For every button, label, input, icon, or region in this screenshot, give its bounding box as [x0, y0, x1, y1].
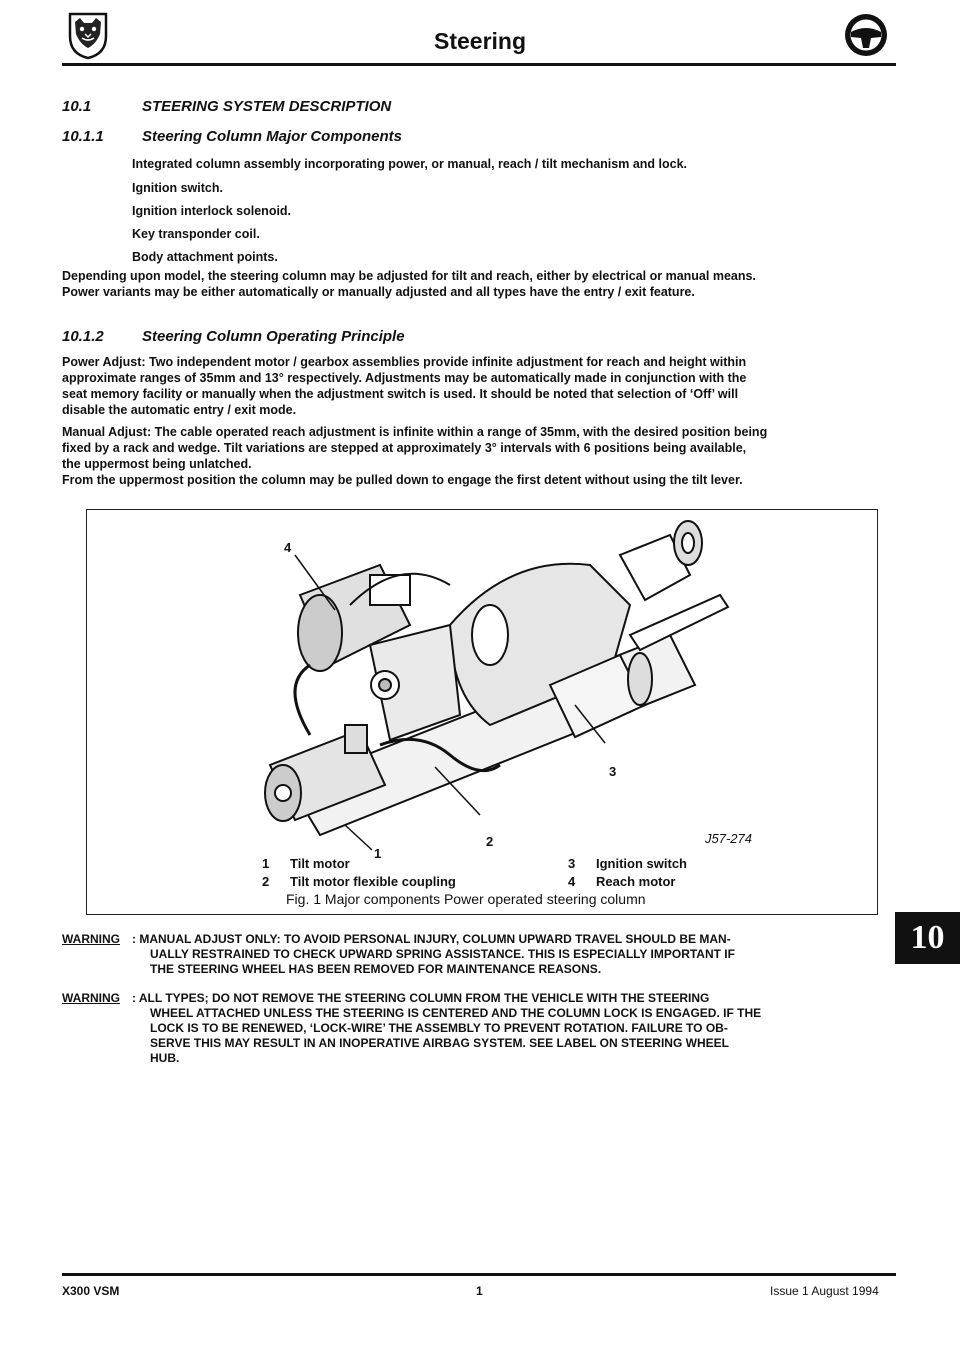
legend-label: Tilt motor: [290, 856, 350, 871]
figure-reference: J57-274: [705, 831, 752, 846]
section-heading: [62, 98, 391, 115]
callout-2: 2: [486, 834, 494, 849]
section-title: STEERING SYSTEM DESCRIPTION: [142, 98, 392, 115]
legend-number: 4: [568, 874, 576, 889]
legend-label: Ignition switch: [596, 856, 687, 871]
manual-adjust-label: Manual Adjust:: [62, 425, 152, 439]
warning-line: UALLY RESTRAINED TO CHECK UPWARD SPRING ASSISTANCE. THIS IS ESPECIALLY IMPORTANT IF: [150, 947, 735, 961]
callout-3: 3: [609, 764, 617, 779]
paragraph-line: Power variants may be either automatically or manually adjusted and all types have the entry / exit feature.: [62, 285, 695, 299]
legend-number: 3: [568, 856, 576, 871]
steering-wheel-icon: [843, 12, 889, 58]
footer-issue-date: Issue 1 August 1994: [770, 1284, 879, 1298]
manual-adjust-paragraph: [62, 424, 880, 488]
warning-line: WHEEL ATTACHED UNLESS THE STEERING IS CENTERED AND THE COLUMN LOCK IS ENGAGED. IF THE: [150, 1006, 762, 1020]
paragraph-line: fixed by a rack and wedge. Tilt variations are stepped at approximately 3° intervals with 6 positions being available,: [62, 441, 747, 455]
subsection-heading-1: [62, 128, 402, 145]
paragraph-line: Depending upon model, the steering column may be adjusted for tilt and reach, either by electrical or manual means.: [62, 269, 756, 283]
component-item: Ignition switch.: [132, 181, 223, 195]
subsection-number: 10.1.1: [62, 128, 104, 145]
paragraph-line: seat memory facility or manually when the adjustment switch is used. It should be noted that selection of ‘Off’ will: [62, 387, 739, 401]
warning-text: [132, 932, 862, 977]
component-item: Integrated column assembly incorporating power, or manual, reach / tilt mechanism and lock.: [132, 157, 687, 171]
section-number: 10.1: [62, 98, 92, 115]
paragraph-line: Two independent motor / gearbox assemblies provide infinite adjustment for reach and height within: [145, 355, 747, 369]
callout-1: 1: [374, 846, 382, 861]
warning-line: LOCK IS TO BE RENEWED, ‘LOCK-WIRE’ THE ASSEMBLY TO PREVENT ROTATION. FAILURE TO OB-: [150, 1021, 728, 1035]
warning-all-types: [62, 991, 880, 1071]
paragraph-line: The cable operated reach adjustment is infinite within a range of 35mm, with the desired position being: [151, 425, 768, 439]
legend-number: 2: [262, 874, 270, 889]
page-title: Steering: [433, 28, 527, 54]
warning-line: : ALL TYPES; DO NOT REMOVE THE STEERING COLUMN FROM THE VEHICLE WITH THE STEERING: [132, 991, 710, 1005]
subsection-number: 10.1.2: [62, 328, 104, 345]
warning-line: SERVE THIS MAY RESULT IN AN INOPERATIVE AIRBAG SYSTEM. SEE LABEL ON STEERING WHEEL: [150, 1036, 729, 1050]
subsection-title: Steering Column Major Components: [142, 128, 403, 145]
component-item: Key transponder coil.: [132, 227, 260, 241]
legend-label: Tilt motor flexible coupling: [290, 874, 456, 889]
warning-label: WARNING: [62, 991, 120, 1005]
warning-label: WARNING: [62, 932, 120, 946]
paragraph-line: From the uppermost position the column may be pulled down to engage the first detent without using the tilt lever.: [62, 473, 743, 487]
subsection-title: Steering Column Operating Principle: [142, 328, 405, 345]
page-number: 1: [476, 1284, 483, 1298]
paragraph-line: the uppermost being unlatched.: [62, 457, 252, 471]
paragraph-line: approximate ranges of 35mm and 13° respectively. Adjustments may be automatically made in conjunction with the: [62, 371, 747, 385]
legend-label: Reach motor: [596, 874, 676, 889]
warning-line: HUB.: [150, 1051, 180, 1065]
section-tab: 10: [895, 912, 960, 964]
subsection-heading-2: [62, 328, 405, 345]
warning-line: : MANUAL ADJUST ONLY: TO AVOID PERSONAL INJURY, COLUMN UPWARD TRAVEL SHOULD BE MAN-: [132, 932, 731, 946]
component-item: Ignition interlock solenoid.: [132, 204, 292, 218]
steering-column-illustration: [250, 515, 770, 855]
legend-number: 1: [262, 856, 270, 871]
warning-manual-adjust: [62, 932, 880, 980]
power-adjust-paragraph: [62, 354, 880, 418]
warning-line: THE STEERING WHEEL HAS BEEN REMOVED FOR MAINTENANCE REASONS.: [150, 962, 602, 976]
footer-rule: [62, 1273, 896, 1276]
footer-manual-code: X300 VSM: [62, 1284, 120, 1298]
power-adjust-label: Power Adjust:: [62, 355, 146, 369]
component-item: Body attachment points.: [132, 250, 278, 264]
header-rule: [62, 63, 896, 66]
figure-caption: Fig. 1 Major components Power operated steering column: [286, 891, 646, 907]
adjustment-paragraph: [62, 268, 880, 300]
callout-4: 4: [284, 540, 292, 555]
warning-text: [132, 991, 862, 1066]
paragraph-line: disable the automatic entry / exit mode.: [62, 403, 297, 417]
